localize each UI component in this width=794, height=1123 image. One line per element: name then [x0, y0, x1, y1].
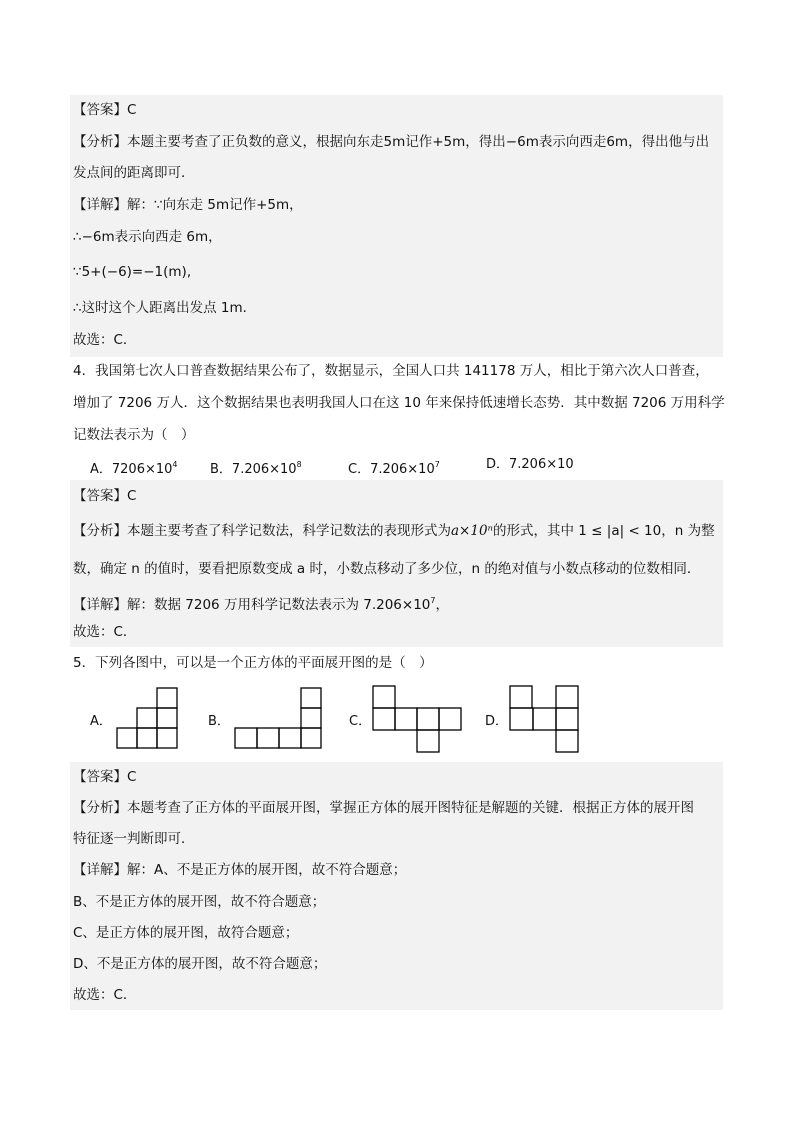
q5-detail-line2: B、不是正方体的展开图，故不符合题意； [73, 894, 326, 910]
q5-detail-line3: C、是正方体的展开图，故符合题意； [73, 925, 299, 941]
net-b-label: B． [208, 714, 230, 729]
q5-answer: 【答案】C [73, 769, 137, 785]
q3-analysis-line1: 【分析】本题主要考查了正负数的意义，根据向东走5m记作+5m，得出−6m表示向西走6m，得出他与出 [73, 134, 710, 150]
q5-detail-line4: D、不是正方体的展开图，故不符合题意； [73, 956, 327, 972]
q4-option-d: D．7.206×10 [486, 457, 574, 472]
q4-analysis-line1: 【分析】本题主要考查了科学记数法，科学记数法的表现形式为a×10ⁿ的形式，其中 1 ≤ |a| < 10，n 为整 [73, 523, 715, 539]
q5-analysis-line2: 特征逐一判断即可． [73, 831, 195, 847]
q3-detail-line2: ∴−6m表示向西走 6m， [73, 229, 222, 245]
q4-option-c: C．$7.206\times 10^7$ [348, 460, 440, 477]
q4-analysis-line2: 数，确定 n 的值时，要看把原数变成 a 时，小数点移动了多少位，n 的绝对值与小数点移动的位数相同． [73, 561, 701, 577]
q3-choose: 故选：C． [73, 332, 137, 348]
net-d-label: D． [485, 714, 509, 729]
q3-detail-line3: ∵5+(−6)=−1(m), [73, 264, 192, 280]
q4-stem-line3: 记数法表示为（ ） [73, 427, 195, 443]
q5-cube-nets [90, 682, 570, 754]
q3-answer: 【答案】C [73, 102, 137, 118]
q3-analysis-line2: 发点间的距离即可． [73, 165, 195, 181]
q3-detail-line1: 【详解】解：∵向东走 5m记作+5m， [73, 197, 303, 213]
net-c-figure [372, 684, 468, 756]
q5-choose: 故选：C． [73, 987, 137, 1003]
q3-detail-line4: ∴这时这个人距离出发点 1m． [73, 300, 257, 316]
net-a-label: A． [90, 714, 112, 729]
q4-option-b: B．$7.206\times 10^8$ [210, 460, 302, 477]
q4-answer: 【答案】C [73, 488, 137, 504]
q4-option-a: A．$7206\times 10^4$ [90, 460, 178, 477]
q4-stem-line1: 4．我国第七次人口普查数据结果公布了，数据显示，全国人口共 141178 万人，相比于第六次人口普查， [73, 363, 709, 379]
q5-analysis-line1: 【分析】本题考查了正方体的平面展开图，掌握正方体的展开图特征是解题的关键．根据正方体的展开图 [73, 800, 694, 816]
net-b-figure [234, 686, 326, 756]
q5-detail-line1: 【详解】解：A、不是正方体的展开图，故不符合题意； [73, 862, 407, 878]
net-a-figure [116, 686, 186, 756]
q4-stem-line2: 增加了 7206 万人．这个数据结果也表明我国人口在这 10 年来保持低速增长态势．其中数据 7206 万用科学 [73, 395, 725, 411]
net-d-figure [509, 684, 583, 756]
q4-detail-line1: 【详解】解：数据 7206 万用科学记数法表示为 $7.206\times 10^7$， [73, 596, 449, 613]
q4-choose: 故选：C． [73, 624, 137, 640]
sci-notation-form: a×10ⁿ [451, 523, 494, 539]
net-c-label: C． [349, 714, 372, 729]
q5-stem: 5．下列各图中，可以是一个正方体的平面展开图的是（ ） [73, 655, 433, 671]
